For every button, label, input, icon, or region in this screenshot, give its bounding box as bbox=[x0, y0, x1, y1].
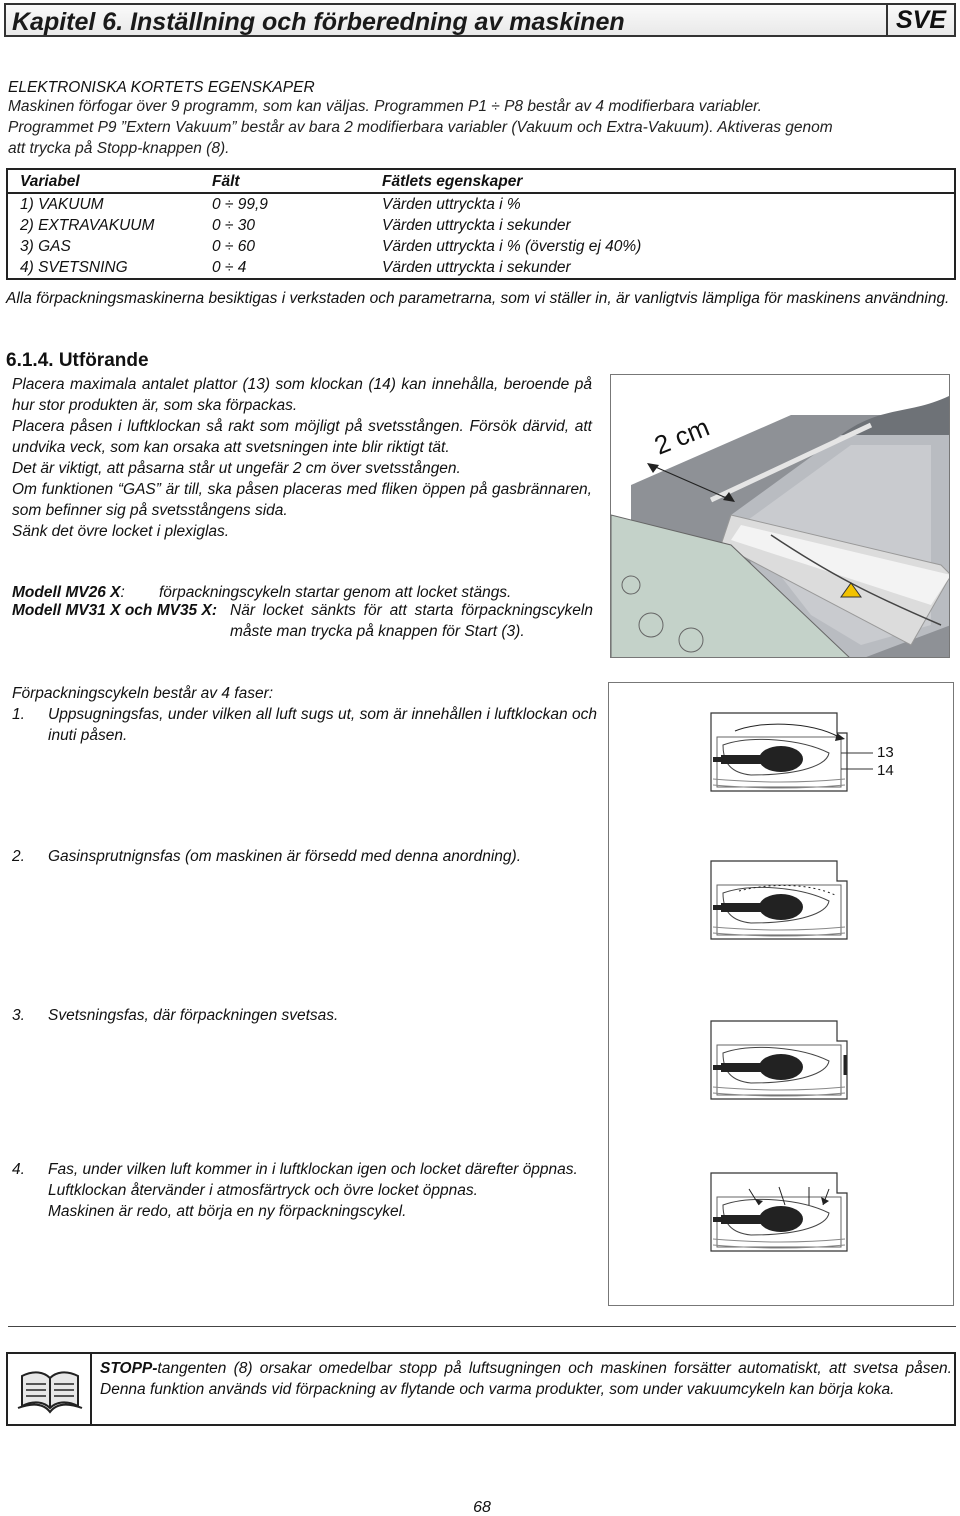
table-row bbox=[7, 257, 955, 279]
table-header-row bbox=[7, 169, 955, 193]
phase-extra: Maskinen är redo, att börja en ny förpackningscykel. bbox=[48, 1203, 407, 1220]
page-number: 68 bbox=[473, 1499, 491, 1516]
phase-number: 2. bbox=[12, 848, 25, 865]
label-13: 13 bbox=[877, 744, 894, 761]
cell-variable: 3) GAS bbox=[20, 238, 71, 255]
phase-diagram-2 bbox=[711, 861, 847, 939]
intro-line-2: Programmet P9 ”Extern Vakuum” består av bara 2 modifierbara variabler (Vakuum och Extra-Vakuum). Aktiveras genom bbox=[8, 119, 833, 136]
phase-text: Svetsningsfas, där förpackningen svetsas. bbox=[48, 1007, 339, 1024]
machine-illustration bbox=[610, 374, 950, 658]
header-variabel: Variabel bbox=[7, 169, 202, 193]
stop-note-body: tangenten (8) orsakar omedelbar stopp på luftsugningen och maskinen forsätter automatiskt, att svetsa påsen. Denna funktion används vid förpackning av flytande och varma produkter, som under vakuumcykeln kan börja koka. bbox=[100, 1360, 952, 1398]
utforande-p4: Om funktionen “GAS” är till, ska påsen placeras med fliken öppen på gasbrännaren, som befinner sig på svetsstångens sida. bbox=[12, 481, 592, 519]
phase-drawing bbox=[609, 683, 955, 1307]
cell-variable: 4) SVETSNING bbox=[20, 259, 128, 276]
phase-text: Uppsugningsfas, under vilken all luft sugs ut, som är innehållen i luftklockan och inuti påsen. bbox=[48, 706, 597, 744]
chapter-title: Kapitel 6. Inställning och förberedning av maskinen bbox=[12, 8, 625, 36]
cell-range: 0 ÷ 99,9 bbox=[212, 196, 268, 213]
phases-intro: Förpackningscykeln består av 4 faser: bbox=[12, 685, 274, 702]
cell-description: Värden uttryckta i sekunder bbox=[382, 217, 571, 234]
phase-2 bbox=[12, 846, 597, 867]
header-egenskaper: Fätlets egenskaper bbox=[372, 169, 955, 193]
mv31-text: När locket sänkts för att starta förpackningscykeln måste man trycka på knappen för Start (3). bbox=[230, 602, 593, 640]
phase-diagram-4 bbox=[711, 1173, 847, 1251]
phase-1 bbox=[12, 704, 597, 746]
language-code: SVE bbox=[886, 5, 954, 35]
phase-extra: Luftklockan återvänder i atmosfärtryck och övre locket öppnas. bbox=[48, 1182, 478, 1199]
after-table-paragraph: Alla förpackningsmaskinerna besiktigas i verkstaden och parametrarna, som vi ställer in, är vanligtvis lämpliga för maskinens användning. bbox=[6, 290, 950, 307]
variables-table bbox=[6, 168, 956, 280]
phase-number: 4. bbox=[12, 1161, 25, 1178]
stop-note-text bbox=[100, 1358, 952, 1400]
mv26-colon: : bbox=[120, 584, 125, 601]
phase-4 bbox=[12, 1159, 597, 1222]
phase-diagram-1 bbox=[711, 713, 873, 791]
intro-line-3: att trycka på Stopp-knappen (8). bbox=[8, 140, 230, 157]
phase-text: Fas, under vilken luft kommer in i luftklockan igen och locket därefter öppnas. bbox=[48, 1161, 578, 1178]
header-falt: Fält bbox=[202, 169, 372, 193]
machine-drawing bbox=[611, 375, 950, 658]
phase-diagram-3 bbox=[711, 1021, 847, 1099]
chapter-header bbox=[4, 3, 956, 37]
table-row bbox=[7, 236, 955, 257]
model-mv31 bbox=[12, 600, 597, 640]
cell-range: 0 ÷ 4 bbox=[212, 259, 247, 276]
phase-3 bbox=[12, 1005, 597, 1026]
utforande-p2: Placera påsen i luftklockan så rakt som möjligt på svetsstången. Försök därvid, att undvika veck, som kan orsaka att svetsningen inte blir riktigt tät. bbox=[12, 418, 592, 456]
label-14: 14 bbox=[877, 762, 894, 779]
dimension-label: 2 cm bbox=[650, 411, 714, 461]
cell-description: Värden uttryckta i % (överstig ej 40%) bbox=[382, 238, 642, 255]
phase-number: 1. bbox=[12, 706, 25, 723]
mv26-label: Modell MV26 X bbox=[12, 584, 121, 601]
utforande-p1: Placera maximala antalet plattor (13) som klockan (14) kan innehålla, beroende på hur stor produkten är, som ska förpackas. bbox=[12, 376, 592, 414]
utforande-heading: 6.1.4. Utförande bbox=[6, 350, 149, 371]
utforande-p5: Sänk det övre locket i plexiglas. bbox=[12, 523, 230, 540]
section-intro bbox=[8, 96, 956, 159]
phase-number: 3. bbox=[12, 1007, 25, 1024]
table-row bbox=[7, 215, 955, 236]
mv31-label: Modell MV31 X och MV35 X: bbox=[12, 602, 217, 619]
intro-line-1: Maskinen förfogar över 9 programm, som kan väljas. Programmen P1 ÷ P8 består av 4 modifierbara variabler. bbox=[8, 98, 762, 115]
mv26-text: förpackningscykeln startar genom att locket stängs. bbox=[159, 584, 512, 601]
phase-diagrams bbox=[608, 682, 954, 1306]
utforande-text bbox=[12, 374, 592, 542]
utforande-p3: Det är viktigt, att påsarna står ut ungefär 2 cm över svetsstången. bbox=[12, 460, 461, 477]
manual-icon-cell bbox=[8, 1354, 92, 1424]
cell-variable: 2) EXTRAVAKUUM bbox=[20, 217, 155, 234]
cell-description: Värden uttryckta i sekunder bbox=[382, 259, 571, 276]
separator-line bbox=[8, 1326, 956, 1327]
section-title: ELEKTRONISKA KORTETS EGENSKAPER bbox=[8, 79, 315, 96]
cell-description: Värden uttryckta i % bbox=[382, 196, 521, 213]
cell-variable: 1) VAKUUM bbox=[20, 196, 104, 213]
stop-note-box bbox=[6, 1352, 956, 1426]
open-book-icon bbox=[8, 1354, 92, 1424]
cell-range: 0 ÷ 60 bbox=[212, 238, 255, 255]
cell-range: 0 ÷ 30 bbox=[212, 217, 255, 234]
table-row bbox=[7, 193, 955, 215]
stop-note-bold: STOPP- bbox=[100, 1360, 158, 1377]
phase-text: Gasinsprutnignsfas (om maskinen är försedd med denna anordning). bbox=[48, 848, 522, 865]
